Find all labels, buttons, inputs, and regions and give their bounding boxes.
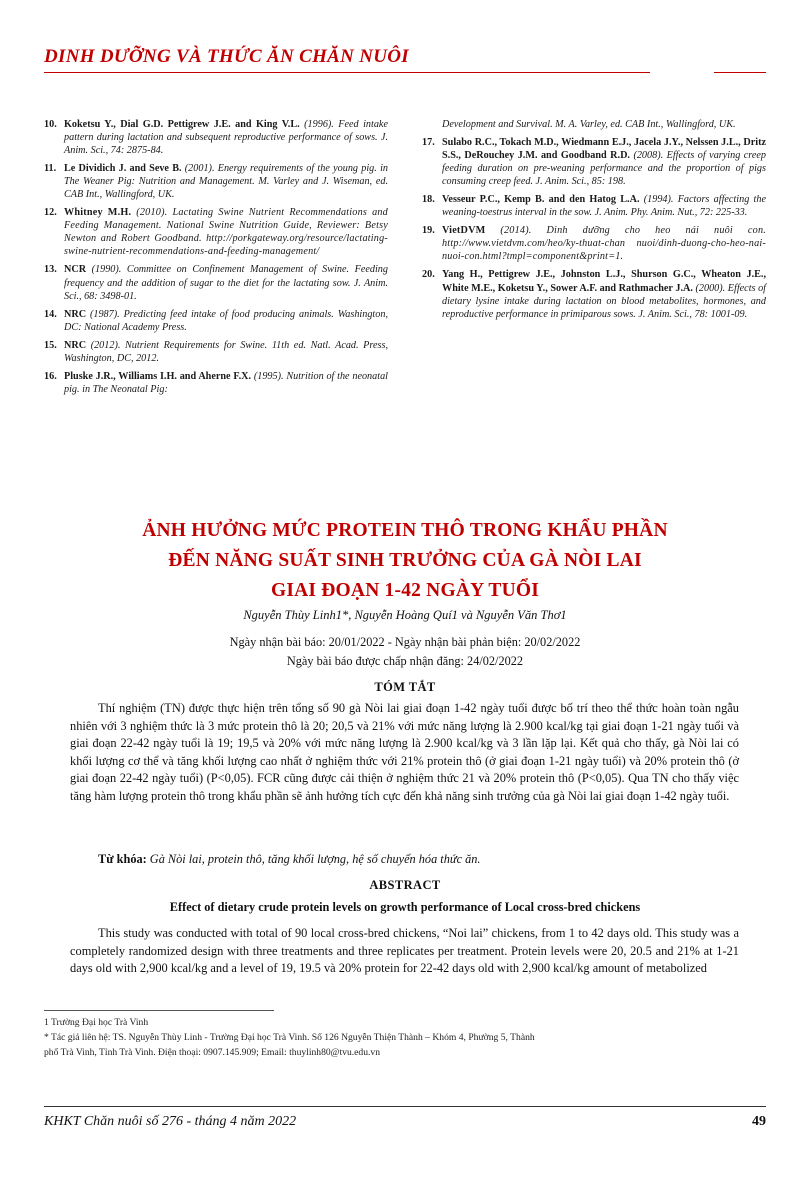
- reference-number: 13.: [44, 264, 57, 276]
- summary-heading: TÓM TẮT: [374, 680, 436, 694]
- abstract-paragraph: This study was conducted with total of 90 local cross-bred chickens, “Noi lai” chickens, from 1 to 42 days old. This study was a completely randomized design with three treatments and three replicates per treatment. Protein levels were 20, 20.5 and 21% at 1-21 days old with 2,900 kcal/kg and a level of 19, 19.5 và 20% protein for 22-42 days old with 2,900 kcal/kg amount of metabolized: [70, 926, 739, 976]
- keywords: [70, 852, 739, 867]
- article-title: [60, 516, 750, 607]
- footnotes: [44, 1016, 766, 1061]
- page-footer: [44, 1114, 766, 1130]
- reference-number: 17.: [422, 137, 435, 149]
- reference-number: [422, 118, 442, 131]
- article-dates: [60, 633, 750, 671]
- footer-rule: [44, 1106, 766, 1107]
- footer-journal: KHKT Chăn nuôi số 276 - tháng 4 năm 2022: [44, 1114, 297, 1129]
- summary-body: [70, 700, 739, 806]
- reference-rest: (2001). Energy requirements of the young pig. in The Weaner Pig: Nutrition and Management. M. Varley and J. Wiseman, ed. CAB Int., Wallingford, UK.: [64, 163, 388, 201]
- footnote-corresponding-2: phố Trà Vinh, Tỉnh Trà Vinh. Điện thoại: 0907.145.909; Email: thuylinh80@tvu.edu.vn: [44, 1046, 381, 1058]
- reference-rest: (2012). Nutrient Requirements for Swine. 11th ed. Natl. Acad. Press, Washington, DC, 2012.: [64, 339, 388, 364]
- reference-item: [44, 308, 388, 334]
- abstract-body: [70, 925, 739, 978]
- reference-number: 14.: [44, 308, 57, 320]
- article-authors: Nguyễn Thùy Linh1*, Nguyễn Hoàng Quí1 và Nguyễn Văn Thơ1: [243, 608, 567, 622]
- footnote-affiliation: 1 Trường Đại học Trà Vinh: [44, 1017, 149, 1028]
- reference-rest: (1990). Committee on Confinement Management of Swine. Feeding frequency and the addition of sugar to the diet for the lactating sow. J. Anim. Sci., 68: 3498-01.: [64, 264, 388, 302]
- footnote-rule: [44, 1010, 274, 1011]
- reference-rest: (2014). Dinh dưỡng cho heo nái nuôi con. http://www.vietdvm.com/heo/ky-thuat-chan nuoi/dinh-duong-cho-heo-nai-nuoi-con.html?tmpl=component&print=1.: [442, 225, 766, 263]
- reference-rest: (2008). Effects of varying creep feeding duration on pre-weaning performance and the proportion of pigs consuming creep feed. J. Anim. Sci., 85: 198.: [442, 150, 766, 188]
- reference-rest: (1987). Predicting feed intake of food producing animals. Washington, DC: National Academy Press.: [64, 308, 388, 333]
- reference-text: [64, 118, 388, 157]
- reference-item: [422, 268, 766, 320]
- reference-rest: (2000). Effects of dietary lysine intake during lactation on blood metabolites, hormones, and reproductive performance in primiparous sows. J. Anim. Sci., 78: 1001-09.: [442, 282, 766, 320]
- references-column-left: [44, 118, 388, 401]
- reference-text: [64, 206, 388, 258]
- reference-text: [64, 308, 388, 334]
- references-column-right: [422, 118, 766, 401]
- reference-item: [44, 162, 388, 201]
- reference-text: [442, 118, 766, 131]
- reference-text: [64, 162, 388, 201]
- reference-text: [442, 224, 766, 263]
- reference-text: [64, 339, 388, 365]
- reference-number: 11.: [44, 163, 57, 175]
- reference-authors: NRC: [64, 339, 87, 351]
- footnote-corresponding-1: * Tác giả liên hệ: TS. Nguyễn Thùy Linh - Trường Đại học Trà Vinh. Số 126 Nguyễn Thiện Thành – Khóm 4, Phường 5, Thành: [44, 1031, 535, 1043]
- header-rule-gap: [650, 71, 714, 74]
- running-header: [44, 46, 766, 68]
- reference-text: [64, 263, 388, 302]
- date-received: Ngày nhận bài báo: 20/01/2022 - Ngày nhận bài phản biện: 20/02/2022: [229, 635, 581, 649]
- reference-authors: Le Dividich J. and Seve B.: [64, 163, 182, 175]
- keywords-text: Gà Nòi lai, protein thô, tăng khối lượng, hệ số chuyển hóa thức ăn.: [146, 852, 481, 866]
- reference-text: [442, 193, 766, 219]
- reference-item-continuation: [422, 118, 766, 131]
- abstract-title: Effect of dietary crude protein levels on growth performance of Local cross-bred chickens: [169, 900, 641, 914]
- reference-rest: (1995). Nutrition of the neonatal pig. in The Neonatal Pig:: [64, 370, 388, 395]
- reference-number: 19.: [422, 225, 435, 237]
- reference-rest: (2010). Lactating Swine Nutrient Recommendations and Feeding Management. National Swine Nutrition Guide, Reviewer: Betsy Newton and Robert Goodband. http://porkgateway.org/resource/lactating-swine-nutrient-recommendations-and-feeding-management/: [64, 207, 388, 258]
- reference-authors: NRC: [64, 308, 87, 320]
- reference-number: 16.: [44, 370, 57, 382]
- article-title-line-2: ĐẾN NĂNG SUẤT SINH TRƯỞNG CỦA GÀ NÒI LAI: [168, 550, 642, 572]
- reference-number: 20.: [422, 269, 435, 281]
- reference-authors: Whitney M.H.: [64, 207, 132, 219]
- reference-text: [442, 136, 766, 188]
- keywords-label: Từ khóa:: [98, 852, 147, 866]
- reference-number: 10.: [44, 119, 57, 130]
- article-title-line-3: GIAI ĐOẠN 1-42 NGÀY TUỔI: [270, 580, 540, 602]
- running-header-title: DINH DƯỠNG VÀ THỨC ĂN CHĂN NUÔI: [44, 46, 409, 67]
- reference-authors: Pluske J.R., Williams I.H. and Aherne F.X.: [64, 370, 252, 382]
- reference-text: [64, 370, 388, 396]
- reference-authors: Yang H., Pettigrew J.E., Johnston L.J., Shurson G.C., Wheaton J.E., White M.E., Koketsu Y., Sower A.F. and Rathmacher J.A.: [442, 269, 766, 294]
- reference-rest: Development and Survival. M. A. Varley, ed. CAB Int., Wallingford, UK.: [442, 119, 736, 130]
- reference-item: [44, 118, 388, 157]
- reference-item: [422, 224, 766, 263]
- reference-item: [44, 339, 388, 365]
- reference-authors: NCR: [64, 264, 87, 276]
- reference-number: 12.: [44, 207, 57, 219]
- article-title-line-1: ẢNH HƯỞNG MỨC PROTEIN THÔ TRONG KHẨU PHẦN: [142, 520, 668, 541]
- summary-paragraph: Thí nghiệm (TN) được thực hiện trên tổng số 90 gà Nòi lai giai đoạn 1-42 ngày tuổi được bố trí theo thể thức hoàn toàn ngẫu nhiên với 3 nghiệm thức là 3 mức protein thô là 20; 20,5 và 21% với mức năng lượng là 2.900 kcal/kg tại giai đoạn 1-21 ngày tuổi và giai đoạn 22-42 ngày tuổi là 19; 19,5 và 20% với mức năng lượng là 2.900 kcal/kg và 3 lần lặp lại. Kết quả cho thấy, gà Nòi lai có khối lượng cơ thể và tăng khối lượng cao nhất ở nghiệm thức với 21% protein thô (ở giai đoạn 1-21 ngày tuổi) và 20% protein thô (ở giai đoạn 22-42 ngày tuổi) (P<0,05). FCR cũng được cải thiện ở nghiệm thức 21 và 20% protein thô (P<0,05). Qua TN cho thấy việc tăng hàm lượng protein thô trong khẩu phần sẽ ảnh hưởng tích cực đến khả năng sinh trưởng của gà Nòi lai giai đoạn 1-42 ngày tuổi.: [70, 701, 739, 804]
- references-section: [44, 118, 766, 401]
- reference-item: [422, 136, 766, 188]
- reference-authors: Koketsu Y., Dial G.D. Pettigrew J.E. and King V.L.: [64, 119, 300, 130]
- reference-item: [44, 206, 388, 258]
- reference-item: [44, 370, 388, 396]
- date-accepted: Ngày bài báo được chấp nhận đăng: 24/02/2022: [286, 654, 524, 669]
- reference-number: 18.: [422, 194, 435, 206]
- reference-rest: (1994). Factors affecting the weaning-toestrus interval in the sow. J. Anim. Phy. Anim. Nut., 72: 225-33.: [442, 194, 766, 219]
- reference-authors: VietDVM: [442, 225, 486, 237]
- reference-authors: Vesseur P.C., Kemp B. and den Hatog L.A.: [442, 194, 640, 206]
- reference-text: [442, 268, 766, 320]
- reference-authors: Sulabo R.C., Tokach M.D., Wiedmann E.J., Jacela J.Y., Nelssen J.L., Dritz S.S., DeRouchey J.M. and Goodband R.D.: [442, 137, 766, 162]
- reference-rest: (1996). Feed intake pattern during lactation and subsequent reproductive performance of sows. J. Anim. Sci., 74: 2875-84.: [64, 119, 388, 157]
- reference-number: 15.: [44, 339, 57, 351]
- reference-item: [44, 263, 388, 302]
- footer-page-number: 49: [752, 1114, 766, 1129]
- abstract-heading: ABSTRACT: [369, 878, 441, 892]
- reference-item: [422, 193, 766, 219]
